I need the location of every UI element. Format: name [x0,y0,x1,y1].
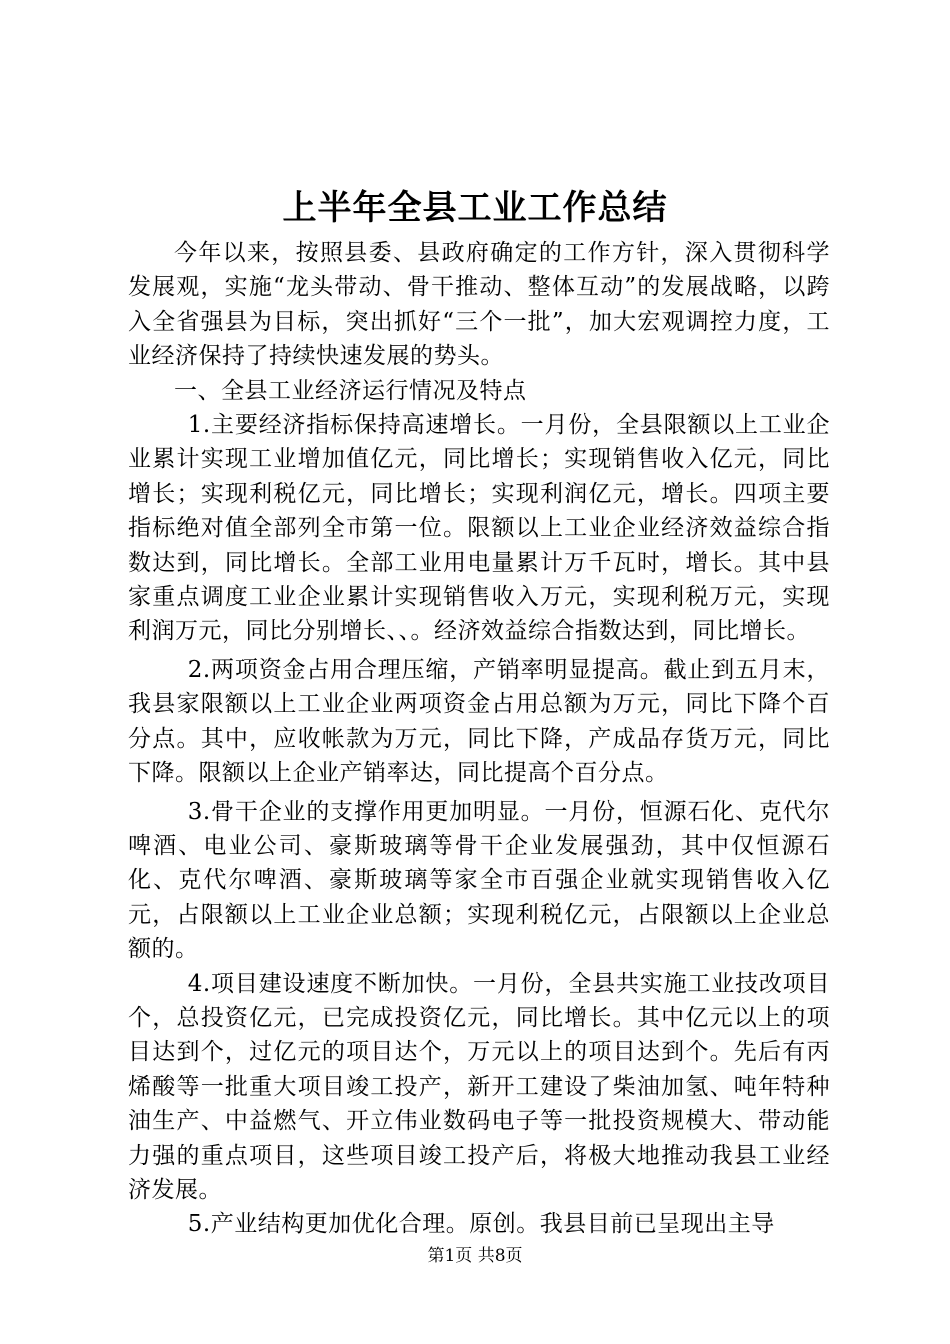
intro-paragraph: 今年以来，按照县委、县政府确定的工作方针，深入贯彻科学发展观，实施“龙头带动、骨干推动、整体互动”的发展战略，以跨入全省强县为目标，突出抓好“三个一批”，加大宏观调控力度，工业经济保持了持续快速发展的势头。 [128,240,830,370]
document-title: 上半年全县工业工作总结 [282,188,668,228]
section-heading: 一、全县工业经济运行情况及特点 [174,377,527,404]
page-number-footer: 第1页 共8页 [427,1246,523,1266]
document-body [128,236,830,1242]
point-5-paragraph: 5.产业结构更加优化合理。原创。我县目前已呈现出主导 [187,1211,775,1238]
point-1-paragraph: 1.主要经济指标保持高速增长。一月份，全县限额以上工业企业累计实现工业增加值亿元，同比增长；实现销售收入亿元，同比增长；实现利税亿元，同比增长；实现利润亿元，增长。四项主要指标绝对值全部列全市第一位。限额以上工业企业经济效益综合指数达到，同比增长。全部工业用电量累计万千瓦时，增长。其中县家重点调度工业企业累计实现销售收入万元，实现利税万元，实现利润万元，同比分别增长、、。经济效益综合指数达到，同比增长。 [128,412,830,645]
point-3-paragraph: 3.骨干企业的支撑作用更加明显。一月份，恒源石化、克代尔啤酒、电业公司、豪斯玻璃等骨干企业发展强劲，其中仅恒源石化、克代尔啤酒、豪斯玻璃等家全市百强企业就实现销售收入亿元，占限额以上工业企业总额；实现利税亿元，占限额以上企业总额的。 [128,798,830,963]
point-2-paragraph: 2.两项资金占用合理压缩，产销率明显提高。截止到五月末，我县家限额以上工业企业两项资金占用总额为万元，同比下降个百分点。其中，应收帐款为万元，同比下降，产成品存货万元，同比下降。限额以上企业产销率达，同比提高个百分点。 [128,656,830,787]
point-4-paragraph: 4.项目建设速度不断加快。一月份，全县共实施工业技改项目个，总投资亿元，已完成投资亿元，同比增长。其中亿元以上的项目达到个，过亿元的项目达个，万元以上的项目达到个。先后有丙烯酸等一批重大项目竣工投产，新开工建设了柴油加氢、吨年特种油生产、中益燃气、开立伟业数码电子等一批投资规模大、带动能力强的重点项目，这些项目竣工投产后，将极大地推动我县工业经济发展。 [128,970,830,1203]
